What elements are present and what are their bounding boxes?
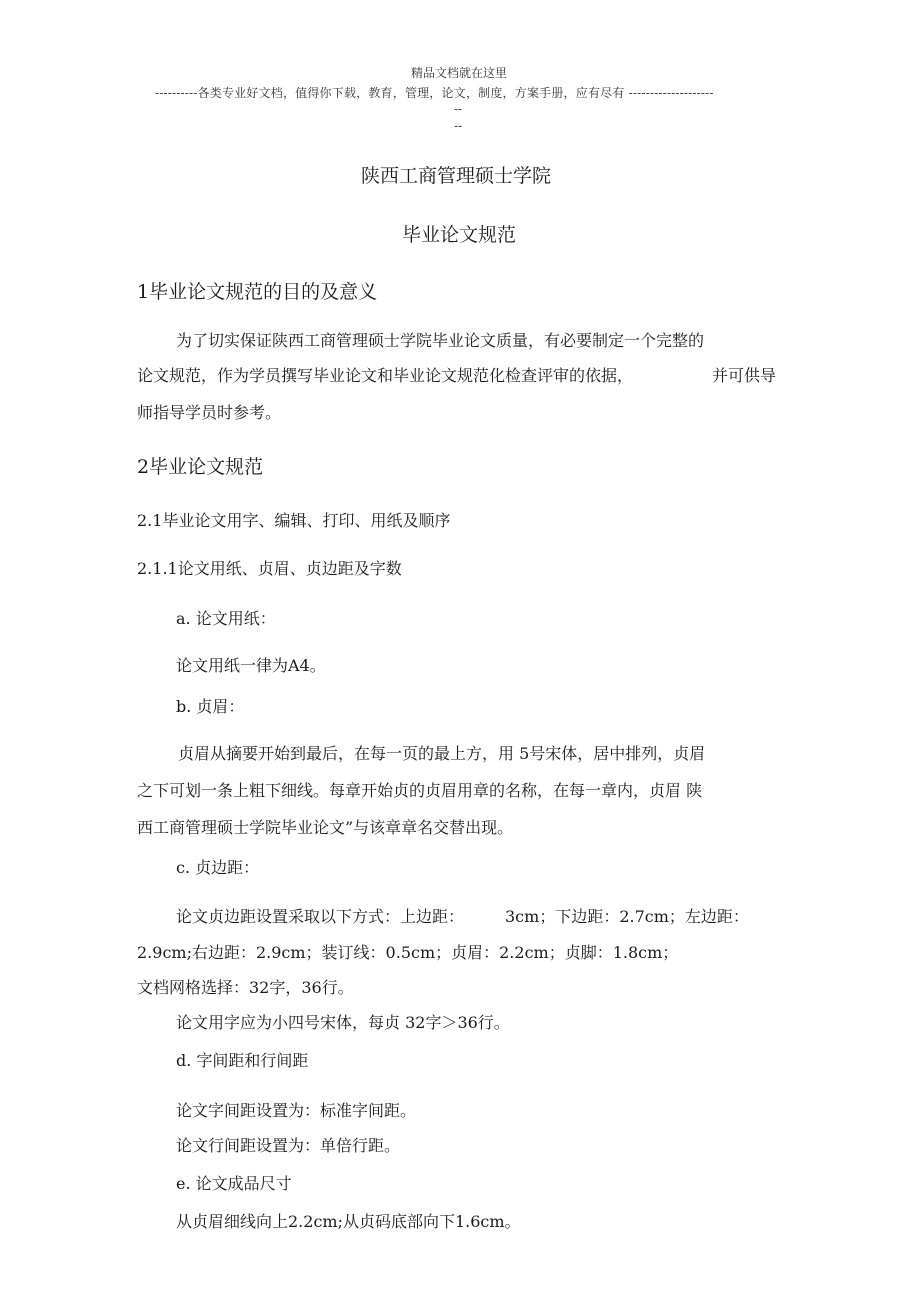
section-1-heading: 1毕业论文规范的目的及意义 xyxy=(137,281,378,303)
item-b-line1: 贞眉从摘要开始到最后，在每一页的最上方，用 5号宋体，居中排列，贞眉 xyxy=(178,744,706,763)
para1-line3: 师指导学员时参考。 xyxy=(137,403,282,422)
section-2-1-heading: 2.1毕业论文用字、编辑、打印、用纸及顺序 xyxy=(137,511,451,530)
document-title: 陕西工商管理硕士学院 xyxy=(361,165,552,187)
para1-line2b: 并可供导 xyxy=(712,366,777,385)
section-2-1-1-heading: 2.1.1论文用纸、贞眉、贞边距及字数 xyxy=(137,559,402,578)
header-tagline: ----------各类专业好文档，值得你下载，教育，管理，论文，制度，方案手册，应有尽有 -------------------- xyxy=(155,86,714,100)
item-e-label: e. 论文成品尺寸 xyxy=(176,1174,292,1193)
item-b-line3: 西工商管理硕士学院毕业论文”与该章章名交替出现。 xyxy=(137,818,514,837)
para1-line2a: 论文规范，作为学员撰写毕业论文和毕业论文规范化检查评审的依据， xyxy=(137,366,634,385)
item-c-line1b: 3cm；下边距：2.7cm；左边距： xyxy=(505,907,749,926)
section-2-heading: 2毕业论文规范 xyxy=(137,456,264,478)
item-c-line2: 2.9cm;右边距：2.9cm；装订线：0.5cm；贞眉：2.2cm；贞脚：1.8cm； xyxy=(137,943,679,962)
item-e-line1: 从贞眉细线向上2.2cm;从贞码底部向下1.6cm。 xyxy=(176,1212,521,1231)
header-dash-1: -- xyxy=(454,102,463,116)
item-d-label: d. 字间距和行间距 xyxy=(176,1051,309,1070)
item-c-label: c. 贞边距： xyxy=(176,858,260,877)
item-d-line1: 论文字间距设置为：标准字间距。 xyxy=(176,1101,417,1120)
item-a-text: 论文用纸一律为A4。 xyxy=(176,656,326,675)
item-c-line4: 论文用字应为小四号宋体，每贞 32字＞36行。 xyxy=(176,1013,510,1032)
para1-line1: 为了切实保证陕西工商管理硕士学院毕业论文质量，有必要制定一个完整的 xyxy=(176,331,705,350)
item-b-label: b. 贞眉： xyxy=(176,697,245,716)
document-subtitle: 毕业论文规范 xyxy=(402,224,517,246)
item-c-line3: 文档网格选择：32字，36行。 xyxy=(137,978,354,997)
header-title: 精品文档就在这里 xyxy=(411,66,508,80)
item-a-label: a. 论文用纸： xyxy=(176,609,276,628)
item-c-line1a: 论文贞边距设置采取以下方式：上边距： xyxy=(176,907,465,926)
item-b-line2: 之下可划一条上粗下细线。每章开始贞的贞眉用章的名称，在每一章内，贞眉 陕 xyxy=(137,781,703,800)
item-d-line2: 论文行间距设置为：单倍行距。 xyxy=(176,1136,401,1155)
header-dash-2: -- xyxy=(454,119,463,133)
